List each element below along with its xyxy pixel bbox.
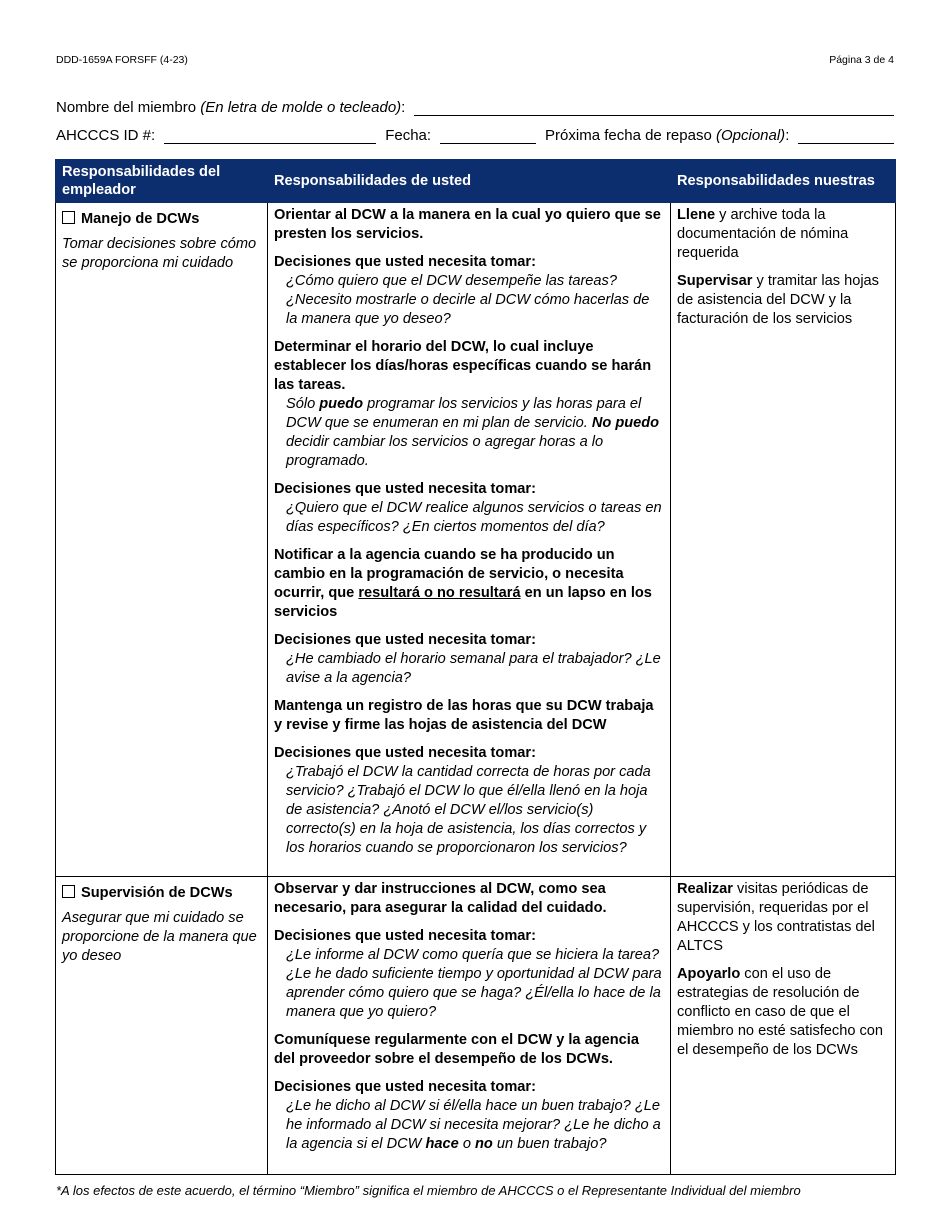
header-employer: Responsabilidades del empleador bbox=[56, 160, 268, 203]
next-review-colon: : bbox=[785, 127, 790, 144]
decision-text: ¿Trabajó el DCW la cantidad correcta de horas por cada servicio? ¿Trabajó el DCW lo que él/ella llenó en la hoja de asistencia? ¿Anotó el DCW el/los servicio(s) correcto(s) en la hoja de asistencia, los días correctos y los horarios cuando se proporcionaron los servicios? bbox=[286, 764, 651, 856]
you-cell bbox=[268, 203, 671, 877]
id-date-row bbox=[56, 127, 894, 144]
ours-text: Llene y archive toda la documentación de nómina requerida bbox=[677, 207, 849, 261]
task-text: Notificar a la agencia cuando se ha producido un cambio en la programación de servicio, o necesita ocurrir, que resultará o no resultará en un lapso en los servicios bbox=[274, 547, 652, 620]
employer-cell bbox=[56, 203, 268, 877]
responsibilities-table bbox=[55, 159, 896, 1175]
member-name-colon: : bbox=[401, 99, 406, 116]
decision-title: Decisiones que usted necesita tomar: bbox=[274, 745, 536, 761]
footnote: *A los efectos de este acuerdo, el término “Miembro” significa el miembro de AHCCCS o el Representante Individual del miembro bbox=[56, 1183, 801, 1198]
decision-text: ¿He cambiado el horario semanal para el trabajador? ¿Le avise a la agencia? bbox=[286, 651, 661, 686]
next-review-hint: (Opcional) bbox=[715, 127, 786, 144]
decision-text: ¿Le he dicho al DCW si él/ella hace un buen trabajo? ¿Le he informado al DCW si necesita mejorar? ¿Le he dicho a la agencia si el DCW hace o no un buen trabajo? bbox=[286, 1098, 661, 1152]
task-note: Sólo puedo programar los servicios y las horas para el DCW que se enumeran en mi plan de servicio. No puedo decidir cambiar los servicios o agregar horas a lo programado. bbox=[286, 396, 660, 469]
ours-cell bbox=[671, 203, 896, 877]
table-header-row bbox=[56, 160, 896, 203]
member-name-label: Nombre del miembro bbox=[56, 99, 197, 116]
manejo-checkbox[interactable] bbox=[62, 211, 75, 224]
table-row bbox=[56, 203, 896, 877]
ours-text: Apoyarlo con el uso de estrategias de resolución de conflicto en caso de que el miembro no esté satisfecho con el desempeño de los DCWs bbox=[677, 966, 884, 1058]
decision-title: Decisiones que usted necesita tomar: bbox=[274, 254, 536, 270]
ahcccs-id-label: AHCCCS ID #: bbox=[56, 127, 156, 144]
decision-title: Decisiones que usted necesita tomar: bbox=[274, 1079, 536, 1095]
task-text: Comuníquese regularmente con el DCW y la agencia del proveedor sobre el desempeño de los DCWs. bbox=[274, 1032, 639, 1067]
employer-cell bbox=[56, 877, 268, 1175]
member-name-field[interactable] bbox=[414, 101, 894, 116]
decision-title: Decisiones que usted necesita tomar: bbox=[274, 632, 536, 648]
member-name-hint: (En letra de molde o tecleado) bbox=[200, 99, 402, 116]
form-id: DDD-1659A FORSFF (4-23) bbox=[56, 54, 188, 66]
table-row bbox=[56, 877, 896, 1175]
employer-title: Supervisión de DCWs bbox=[81, 885, 233, 901]
task-text: Orientar al DCW a la manera en la cual yo quiero que se presten los servicios. bbox=[274, 207, 661, 242]
next-review-field[interactable] bbox=[798, 129, 894, 144]
decision-text: ¿Quiero que el DCW realice algunos servicios o tareas en días específicos? ¿En ciertos momentos del día? bbox=[286, 500, 662, 535]
task-text: Observar y dar instrucciones al DCW, como sea necesario, para asegurar la calidad del cuidado. bbox=[274, 881, 607, 916]
page-number: Página 3 de 4 bbox=[829, 54, 894, 66]
employer-desc: Tomar decisiones sobre cómo se proporciona mi cuidado bbox=[62, 236, 257, 271]
ahcccs-id-field[interactable] bbox=[164, 129, 376, 144]
header-ours: Responsabilidades nuestras bbox=[671, 160, 896, 203]
task-text: Mantenga un registro de las horas que su DCW trabaja y revise y firme las hojas de asistencia del DCW bbox=[274, 698, 654, 733]
supervision-checkbox[interactable] bbox=[62, 885, 75, 898]
employer-title: Manejo de DCWs bbox=[81, 211, 200, 227]
decision-title: Decisiones que usted necesita tomar: bbox=[274, 481, 536, 497]
header-you: Responsabilidades de usted bbox=[268, 160, 671, 203]
next-review-label: Próxima fecha de repaso bbox=[545, 127, 712, 144]
ours-cell bbox=[671, 877, 896, 1175]
decision-text: ¿Cómo quiero que el DCW desempeñe las tareas? ¿Necesito mostrarle o decirle al DCW cómo hacerlas de la manera que yo deseo? bbox=[286, 273, 650, 327]
employer-desc: Asegurar que mi cuidado se proporcione de la manera que yo deseo bbox=[62, 910, 257, 964]
date-field[interactable] bbox=[440, 129, 536, 144]
decision-text: ¿Le informe al DCW como quería que se hiciera la tarea? ¿Le he dado suficiente tiempo y oportunidad al DCW para aprender cómo quiero que se haga? ¿Él/ella lo hace de la manera que yo quiero? bbox=[286, 947, 662, 1020]
ours-text: Realizar visitas periódicas de supervisión, requeridas por el AHCCCS y los contratistas del ALTCS bbox=[677, 881, 875, 954]
date-label: Fecha: bbox=[385, 127, 432, 144]
task-text: Determinar el horario del DCW, lo cual incluye establecer los días/horas específicas cuando se harán las tareas. bbox=[274, 339, 652, 393]
you-cell bbox=[268, 877, 671, 1175]
decision-title: Decisiones que usted necesita tomar: bbox=[274, 928, 536, 944]
ours-text: Supervisar y tramitar las hojas de asistencia del DCW y la facturación de los servicios bbox=[677, 273, 879, 327]
member-name-row bbox=[56, 99, 894, 116]
